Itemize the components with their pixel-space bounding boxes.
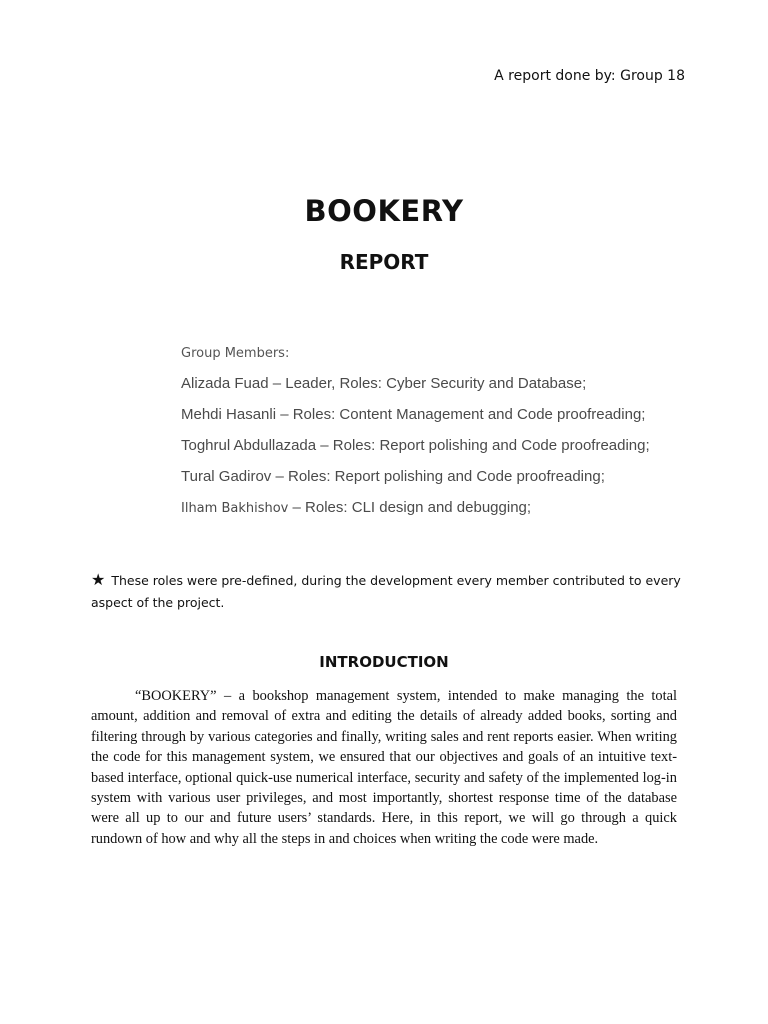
star-icon: ★ xyxy=(91,570,106,589)
member-name: Alizada Fuad xyxy=(181,375,269,392)
member-name: Toghrul Abdullazada xyxy=(181,437,317,454)
roles-note xyxy=(91,569,681,614)
member-item xyxy=(181,373,741,404)
roles-note-text: These roles were pre-defined, during the development every member contributed to every aspect of the project. xyxy=(91,573,681,610)
member-item xyxy=(181,435,741,466)
member-name: Ilham Bakhishov xyxy=(181,501,289,516)
document-title: BOOKERY xyxy=(304,194,464,228)
member-item xyxy=(181,404,741,435)
group-members-heading: Group Members: xyxy=(181,346,290,361)
member-role: – Leader, Roles: Cyber Security and Database; xyxy=(268,375,587,392)
introduction-heading: INTRODUCTION xyxy=(319,653,449,671)
member-role: – Roles: Content Management and Code proofreading; xyxy=(276,406,646,423)
document-subtitle: REPORT xyxy=(339,250,429,274)
member-role: – Roles: Report polishing and Code proofreading; xyxy=(271,468,605,485)
group-members-section xyxy=(181,343,741,528)
report-credit: A report done by: Group 18 xyxy=(494,68,685,84)
member-role: – Roles: Report polishing and Code proofreading; xyxy=(316,437,650,454)
member-name: Tural Gadirov xyxy=(181,468,272,485)
member-role: – Roles: CLI design and debugging; xyxy=(288,499,532,516)
member-item xyxy=(181,497,741,528)
introduction-paragraph: “BOOKERY” – a bookshop management system, intended to make managing the total amount, addition and removal of extra and editing the details of already added books, sorting and filtering through by various categories and finally, writing sales and rent reports easier. When writing the code for this management system, we ensured that our objectives and goals of an intuitive text-based interface, optional quick-use numerical interface, security and safety of the implemented log-in system with various user privileges, and most importantly, shortest response time of the database were all up to our and future users’ standards. Here, in this report, we will go through a quick rundown of how and why all the steps in and choices when writing the code were made. xyxy=(91,688,677,847)
member-name: Mehdi Hasanli xyxy=(181,406,277,423)
member-item xyxy=(181,466,741,497)
